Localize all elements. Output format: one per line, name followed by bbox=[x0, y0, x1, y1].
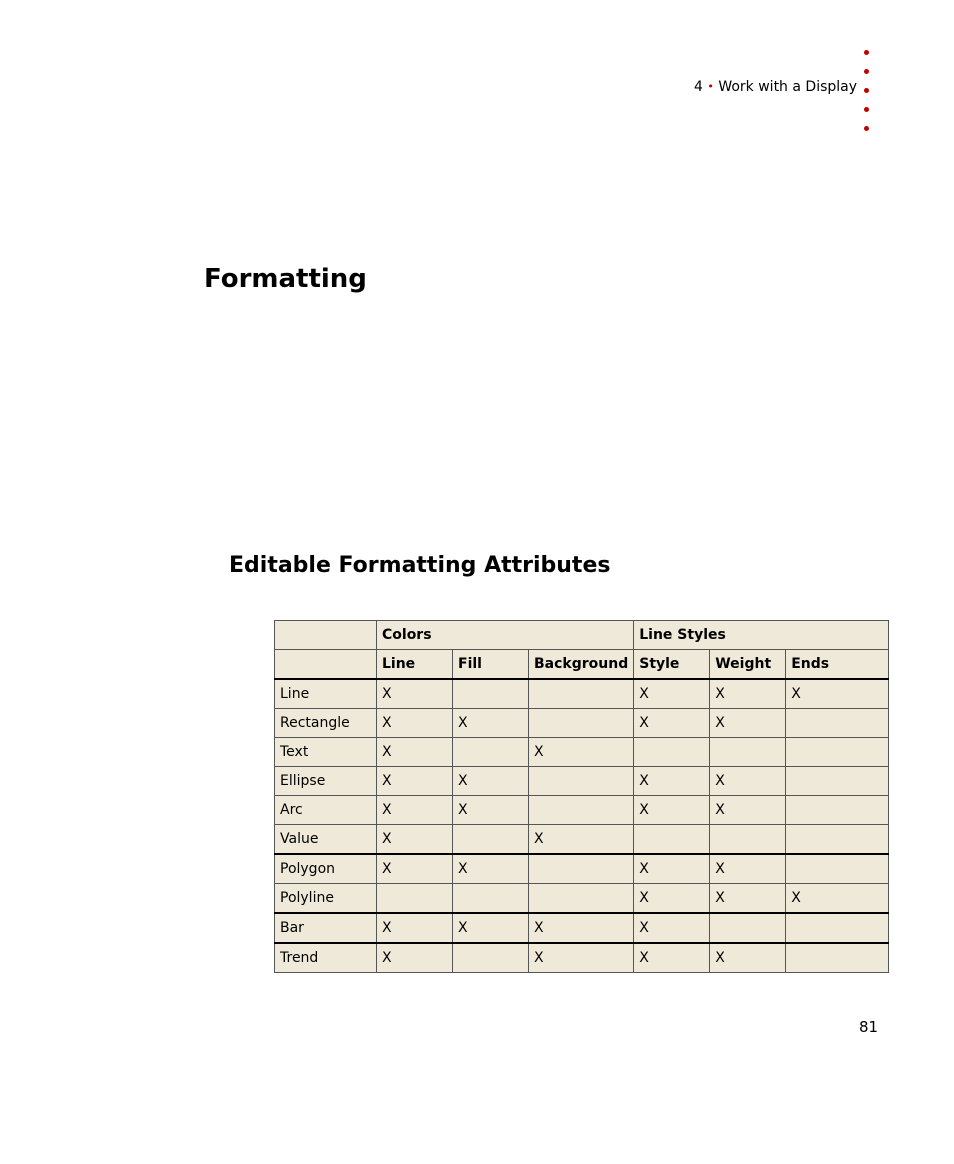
table-cell: X bbox=[529, 943, 634, 973]
table-cell: X bbox=[377, 738, 453, 767]
row-label: Polyline bbox=[275, 884, 377, 914]
table-row bbox=[275, 825, 889, 855]
column-header: Line bbox=[377, 650, 453, 680]
table-cell bbox=[453, 738, 529, 767]
table-cell bbox=[786, 709, 889, 738]
row-label: Line bbox=[275, 679, 377, 709]
table-cell bbox=[786, 854, 889, 884]
table-row bbox=[275, 884, 889, 914]
table-row bbox=[275, 679, 889, 709]
table-cell: X bbox=[377, 709, 453, 738]
table-cell bbox=[453, 943, 529, 973]
chapter-title: Work with a Display bbox=[718, 79, 858, 95]
table-cell: X bbox=[634, 854, 710, 884]
dot-icon bbox=[864, 107, 869, 112]
table-cell bbox=[710, 738, 786, 767]
column-header bbox=[275, 650, 377, 680]
table-cell: X bbox=[529, 825, 634, 855]
table-cell: X bbox=[634, 767, 710, 796]
table-row bbox=[275, 767, 889, 796]
table-cell bbox=[786, 767, 889, 796]
table-body bbox=[275, 679, 889, 973]
table-cell bbox=[529, 884, 634, 914]
column-header-row bbox=[275, 650, 889, 680]
table-cell: X bbox=[634, 796, 710, 825]
column-header: Weight bbox=[710, 650, 786, 680]
chapter-number: 4 bbox=[694, 79, 703, 95]
table-cell: X bbox=[710, 796, 786, 825]
table-cell: X bbox=[634, 709, 710, 738]
table-cell: X bbox=[710, 709, 786, 738]
table-cell: X bbox=[529, 913, 634, 943]
table-cell bbox=[453, 679, 529, 709]
dot-icon bbox=[864, 88, 869, 93]
table-cell: X bbox=[786, 679, 889, 709]
column-header: Ends bbox=[786, 650, 889, 680]
group-header-colors: Colors bbox=[377, 621, 634, 650]
table-cell: X bbox=[377, 767, 453, 796]
table-cell bbox=[634, 738, 710, 767]
formatting-attributes-table bbox=[274, 620, 889, 973]
row-label: Trend bbox=[275, 943, 377, 973]
table-cell bbox=[710, 825, 786, 855]
row-label: Polygon bbox=[275, 854, 377, 884]
decorative-dots bbox=[864, 50, 874, 145]
table-cell bbox=[634, 825, 710, 855]
table-cell: X bbox=[710, 884, 786, 914]
table-cell: X bbox=[634, 943, 710, 973]
table-cell bbox=[453, 884, 529, 914]
dot-icon bbox=[864, 50, 869, 55]
table-cell bbox=[529, 796, 634, 825]
table-cell bbox=[710, 913, 786, 943]
table-cell: X bbox=[710, 854, 786, 884]
table-row bbox=[275, 709, 889, 738]
row-label: Value bbox=[275, 825, 377, 855]
table-cell: X bbox=[377, 679, 453, 709]
table-cell: X bbox=[377, 943, 453, 973]
table-cell bbox=[786, 796, 889, 825]
table-cell bbox=[529, 767, 634, 796]
page-number: 81 bbox=[859, 1018, 879, 1036]
running-header bbox=[694, 79, 857, 95]
page-title: Formatting bbox=[204, 264, 367, 294]
table-cell bbox=[786, 913, 889, 943]
table-cell: X bbox=[453, 796, 529, 825]
dot-icon bbox=[864, 126, 869, 131]
table-cell bbox=[529, 854, 634, 884]
table-row bbox=[275, 738, 889, 767]
dot-icon bbox=[864, 69, 869, 74]
table-cell bbox=[453, 825, 529, 855]
table-cell bbox=[786, 738, 889, 767]
table-row bbox=[275, 854, 889, 884]
table-row bbox=[275, 913, 889, 943]
table-cell: X bbox=[377, 796, 453, 825]
table-row bbox=[275, 943, 889, 973]
table-cell: X bbox=[786, 884, 889, 914]
row-label: Rectangle bbox=[275, 709, 377, 738]
group-header-row bbox=[275, 621, 889, 650]
table-row bbox=[275, 796, 889, 825]
table-cell bbox=[377, 884, 453, 914]
table-cell bbox=[786, 943, 889, 973]
table-cell: X bbox=[453, 709, 529, 738]
table-cell: X bbox=[377, 913, 453, 943]
table-cell: X bbox=[634, 884, 710, 914]
row-label: Text bbox=[275, 738, 377, 767]
table-cell: X bbox=[634, 913, 710, 943]
table-cell bbox=[529, 679, 634, 709]
column-header: Background bbox=[529, 650, 634, 680]
bullet-separator-icon: • bbox=[707, 80, 714, 93]
section-title: Editable Formatting Attributes bbox=[229, 553, 611, 578]
column-header: Style bbox=[634, 650, 710, 680]
table-cell bbox=[786, 825, 889, 855]
group-header-line-styles: Line Styles bbox=[634, 621, 889, 650]
table-cell: X bbox=[377, 825, 453, 855]
table-cell: X bbox=[529, 738, 634, 767]
table-cell: X bbox=[377, 854, 453, 884]
group-header-cell bbox=[275, 621, 377, 650]
table-cell: X bbox=[453, 854, 529, 884]
table-cell: X bbox=[453, 913, 529, 943]
row-label: Ellipse bbox=[275, 767, 377, 796]
table-cell: X bbox=[634, 679, 710, 709]
table-cell: X bbox=[710, 943, 786, 973]
row-label: Bar bbox=[275, 913, 377, 943]
table-cell: X bbox=[710, 767, 786, 796]
table-cell bbox=[529, 709, 634, 738]
table-cell: X bbox=[453, 767, 529, 796]
row-label: Arc bbox=[275, 796, 377, 825]
table-cell: X bbox=[710, 679, 786, 709]
column-header: Fill bbox=[453, 650, 529, 680]
